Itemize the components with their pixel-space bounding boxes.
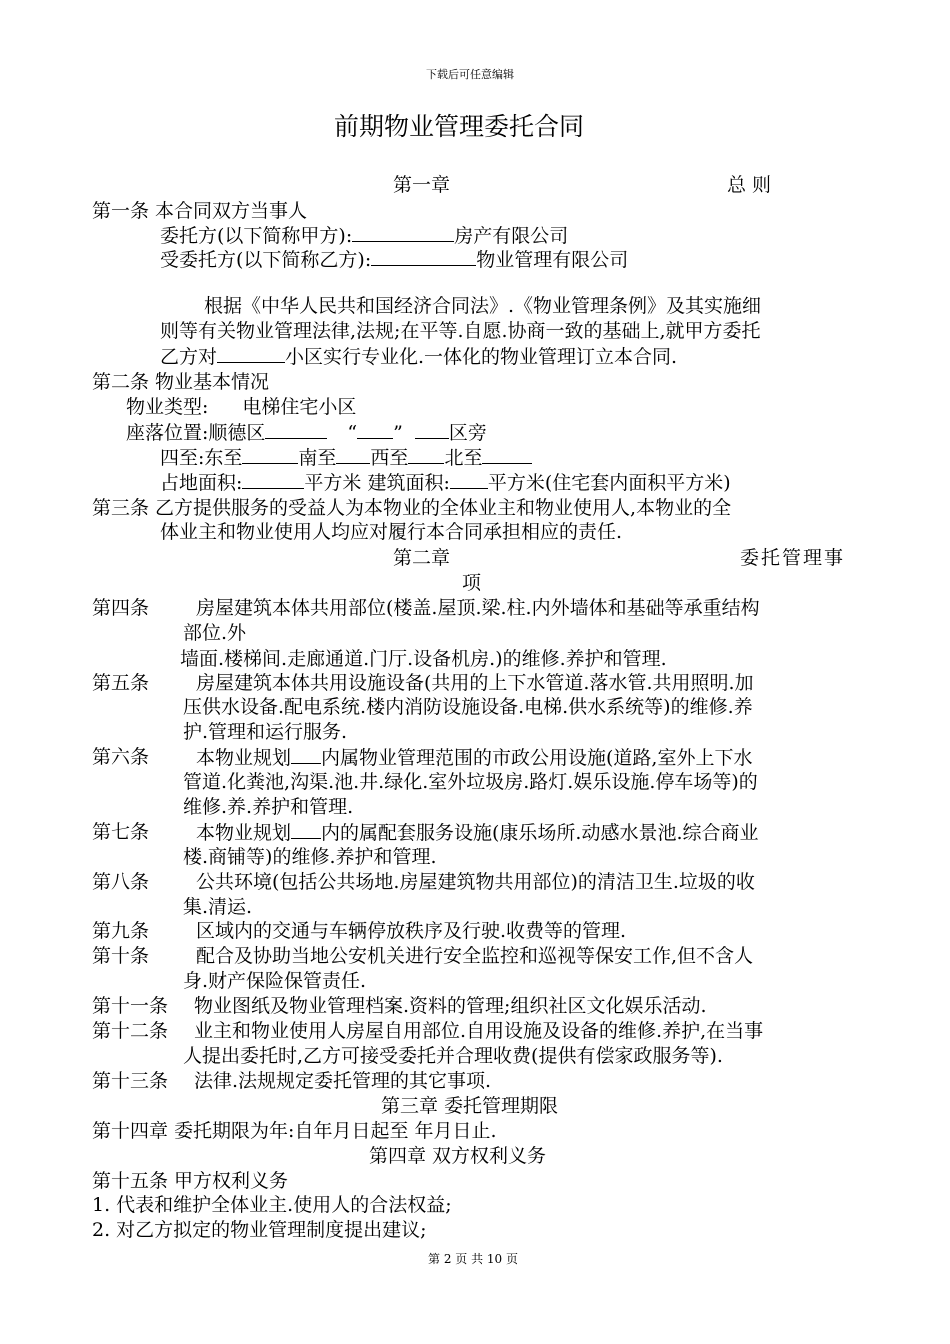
article-10-line-2: 身.财产保险保管责任.	[183, 970, 367, 992]
community-blank	[217, 344, 285, 363]
area-suffix: 平方米(住宅套内面积平方米)	[487, 472, 731, 494]
article-3-line-2: 体业主和物业使用人均应对履行本合同承担相应的责任.	[160, 521, 623, 543]
article-11-line-1: 物业图纸及物业管理档案.资料的管理;组织社区文化娱乐活动.	[194, 995, 707, 1017]
article-12-line-2: 人提出委托时,乙方可接受委托并合理收费(提供有偿家政服务等).	[183, 1045, 723, 1067]
party-b-line	[160, 247, 628, 273]
intro-line-3-a: 乙方对	[160, 346, 218, 368]
article-6-line-3: 维修.养.养护和管理.	[183, 796, 354, 818]
article-9-num: 第九条	[92, 920, 150, 942]
article-6-num: 第六条	[92, 746, 150, 768]
article-5-num: 第五条	[92, 672, 150, 694]
article-8-line-1: 公共环境(包括公共场地.房屋建筑物共用部位)的清洁卫生.垃圾的收	[196, 871, 755, 893]
bound-west-blank	[408, 445, 444, 464]
bound-east-blank	[242, 445, 298, 464]
article-10-line-1: 配合及协助当地公安机关进行安全监控和巡视等保安工作,但不含人	[196, 945, 754, 967]
article-12-line-1: 业主和物业使用人房屋自用部位.自用设施及设备的维修.养护,在当事	[194, 1020, 764, 1042]
article-5-line-1: 房屋建筑本体共用设施设备(共用的上下水管道.落水管.共用照明.加	[196, 672, 754, 694]
location-quote-open: “	[347, 422, 358, 444]
location-blank-1	[265, 420, 327, 439]
article-4-line-2: 部位.外	[183, 622, 247, 644]
party-a-suffix: 房产有限公司	[454, 225, 569, 247]
list-item: 2. 对乙方拟定的物业管理制度提出建议;	[92, 1219, 427, 1241]
party-a-blank	[352, 223, 454, 242]
chapter-2-label: 第二章	[393, 547, 451, 569]
location-blank-2	[357, 420, 393, 439]
boundaries-line	[160, 445, 532, 471]
article-6-line-1-a: 本物业规划	[196, 747, 292, 769]
article-8-num: 第八条	[92, 871, 150, 893]
article-5-line-3: 护.管理和运行服务.	[183, 721, 348, 743]
party-b-suffix: 物业管理有限公司	[476, 249, 629, 271]
article-7-line-1-b: 内的属配套服务设施(康乐场所.动感水景池.综合商业	[321, 822, 759, 844]
article-6-line-1-b: 内属物业管理范围的市政公用设施(道路,室外上下水	[321, 747, 753, 769]
location-quote-close: ”	[393, 422, 403, 444]
building-area-blank	[450, 470, 488, 489]
article-7-blank	[291, 820, 321, 839]
bound-south-blank	[336, 445, 370, 464]
bound-east-label: 四至:东至	[160, 447, 243, 469]
land-area-label: 占地面积:	[160, 472, 243, 494]
property-type-label: 物业类型:	[126, 396, 209, 418]
party-b-blank	[371, 247, 476, 266]
article-7-line-1	[196, 820, 759, 846]
chapter-1-name: 总 则	[727, 174, 772, 196]
bound-south-label: 南至	[298, 447, 337, 469]
article-15-heading: 第十五条 甲方权利义务	[92, 1170, 289, 1192]
chapter-2-name-a: 委托管理事	[740, 547, 846, 569]
article-12-num: 第十二条	[92, 1020, 169, 1042]
list-item: 1. 代表和维护全体业主.使用人的合法权益;	[92, 1194, 452, 1216]
article-10-num: 第十条	[92, 945, 150, 967]
article-2-heading: 第二条 物业基本情况	[92, 371, 270, 393]
article-7-line-1-a: 本物业规划	[196, 822, 292, 844]
article-13-line-1: 法律.法规规定委托管理的其它事项.	[194, 1070, 492, 1092]
chapter-1-label: 第一章	[393, 174, 451, 196]
property-type-line	[126, 395, 356, 420]
location-line	[126, 420, 487, 446]
document-title: 前期物业管理委托合同	[334, 112, 585, 141]
article-13-num: 第十三条	[92, 1070, 169, 1092]
intro-line-3-b: 小区实行专业化.一体化的物业管理订立本合同.	[285, 346, 678, 368]
property-type-value: 电梯住宅小区	[242, 396, 357, 418]
chapter-4-title: 第四章 双方权利义务	[369, 1145, 547, 1167]
article-3-line-1: 第三条 乙方提供服务的受益人为本物业的全体业主和物业使用人,本物业的全	[92, 497, 732, 519]
chapter-2-name-b: 项	[462, 572, 482, 594]
article-8-line-2: 集.清运.	[183, 896, 253, 918]
article-4-num: 第四条	[92, 597, 150, 619]
article-4-line-1: 房屋建筑本体共用部位(楼盖.屋顶.梁.柱.内外墙体和基础等承重结构	[196, 597, 760, 619]
article-6-blank	[291, 745, 321, 764]
article-6-line-2: 管道.化粪池,沟渠.池.井.绿化.室外垃圾房.路灯.娱乐设施.停车场等)的	[183, 771, 758, 793]
party-b-label: 受委托方(以下简称乙方):	[160, 249, 372, 271]
bound-north-label: 北至	[444, 447, 483, 469]
article-11-num: 第十一条	[92, 995, 169, 1017]
land-area-blank	[242, 470, 304, 489]
bound-west-label: 西至	[370, 447, 409, 469]
article-9-line-1: 区域内的交通与车辆停放秩序及行驶.收费等的管理.	[196, 920, 627, 942]
page-footer: 第 2 页 共 10 页	[428, 1252, 518, 1266]
article-7-line-2: 楼.商铺等)的维修.养护和管理.	[183, 846, 437, 868]
article-5-line-2: 压供水设备.配电系统.楼内消防设施设备.电梯.供水系统等)的维修.养	[183, 696, 753, 718]
article-1-heading: 第一条 本合同双方当事人	[92, 200, 308, 222]
bound-north-blank	[482, 445, 532, 464]
page-header: 下载后可任意编辑	[426, 68, 514, 81]
article-7-num: 第七条	[92, 821, 150, 843]
chapter-3-title: 第三章 委托管理期限	[381, 1095, 559, 1117]
location-label: 座落位置:顺德区	[126, 422, 266, 444]
building-area-label: 平方米 建筑面积:	[304, 472, 450, 494]
article-6-line-1	[196, 745, 752, 771]
article-4-line-3: 墙面.楼梯间.走廊通道.门厅.设备机房.)的维修.养护和管理.	[180, 648, 667, 670]
party-a-line	[160, 223, 568, 249]
location-blank-3	[415, 420, 449, 439]
intro-line-2: 则等有关物业管理法律,法规;在平等.自愿.协商一致的基础上,就甲方委托	[160, 320, 761, 342]
article-14-line: 第十四章 委托期限为年:自年月日起至 年月日止.	[92, 1120, 497, 1142]
party-a-label: 委托方(以下简称甲方):	[160, 225, 353, 247]
intro-line-1: 根据《中华人民共和国经济合同法》.《物业管理条例》及其实施细	[204, 295, 762, 317]
location-suffix: 区旁	[448, 422, 487, 444]
intro-line-3	[160, 344, 677, 370]
area-line	[160, 470, 731, 496]
